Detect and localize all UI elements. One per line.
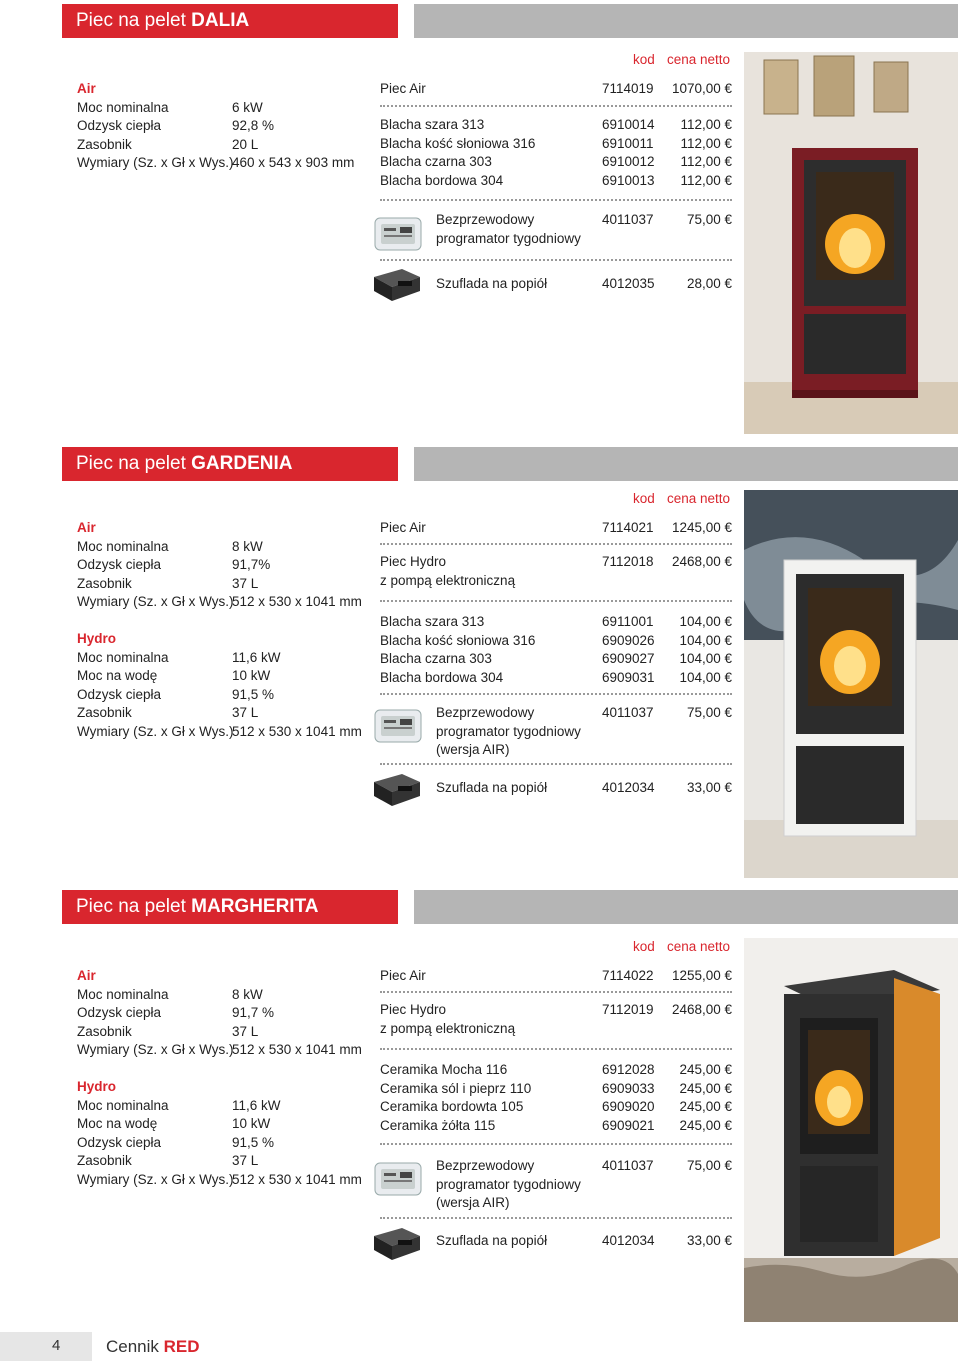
spec-row: Zasobnik 37 L	[77, 705, 259, 720]
spec-row: Odzysk ciepła 92,8 %	[77, 118, 275, 133]
divider	[380, 1048, 732, 1050]
price-row-cont: programator tygodniowy	[436, 230, 581, 246]
price-row: Piec Air 7114019 1070,00 €	[380, 81, 732, 96]
margherita-price-header: cena netto	[667, 939, 731, 954]
margherita-gray-bar	[414, 890, 958, 924]
footer-gray-block	[0, 1332, 92, 1361]
price-row: Blacha kość słoniowa 316 6910011 112,00 €	[380, 135, 732, 151]
gardenia-gray-bar	[414, 447, 958, 481]
dalia-gray-bar	[414, 4, 958, 38]
spec-row: Wymiary (Sz. x Gł x Wys.) 460 x 543 x 903 mm	[77, 155, 355, 170]
divider	[380, 1217, 732, 1219]
price-row-cont: (wersja AIR)	[436, 1195, 510, 1210]
gardenia-header: Piec na pelet GARDENIA	[62, 447, 398, 481]
margherita-air-label: Air	[77, 968, 96, 983]
price-row: Bezprzewodowy 4011037 75,00 €	[436, 705, 732, 720]
spec-row: Odzysk ciepła 91,5 %	[77, 686, 275, 702]
spec-row: Moc nominalna 11,6 kW	[77, 649, 281, 665]
price-row: Bezprzewodowy 4011037 75,00 €	[436, 1158, 732, 1173]
page-footer	[0, 1332, 960, 1361]
margherita-stove-photo	[744, 938, 958, 1322]
footer-brand: Cennik RED	[106, 1337, 200, 1356]
price-row: Blacha bordowa 304 6909031 104,00 €	[380, 669, 732, 685]
spec-row: Moc na wodę 10 kW	[77, 668, 271, 683]
price-row: Bezprzewodowy 4011037 75,00 €	[436, 212, 732, 227]
price-row: Szuflada na popiół 4012034 33,00 €	[436, 1233, 732, 1248]
divider	[380, 693, 732, 695]
spec-row: Odzysk ciepła 91,5 %	[77, 1134, 275, 1150]
dalia-drawer	[380, 275, 732, 294]
spec-row: Wymiary (Sz. x Gł x Wys.) 512 x 530 x 1041 mm	[77, 594, 362, 609]
margherita-drawer	[380, 1232, 732, 1251]
price-row-cont: (wersja AIR)	[436, 742, 510, 757]
spec-row: Wymiary (Sz. x Gł x Wys.) 512 x 530 x 1041 mm	[77, 1042, 362, 1057]
gardenia-panel-list	[380, 613, 732, 687]
margherita-air-item	[380, 967, 732, 986]
price-row: Ceramika Mocha 116 6912028 245,00 €	[380, 1062, 732, 1077]
price-row: Ceramika żółta 115 6909021 245,00 €	[380, 1117, 732, 1133]
divider	[380, 1143, 732, 1145]
dalia-header: Piec na pelet DALIA	[62, 4, 398, 38]
gardenia-hydro-item	[380, 553, 732, 590]
price-row: Ceramika bordowta 105 6909020 245,00 €	[380, 1099, 732, 1114]
gardenia-specs	[77, 519, 362, 741]
spec-row: Odzysk ciepła 91,7%	[77, 557, 271, 572]
price-row: Szuflada na popiół 4012034 33,00 €	[436, 780, 732, 795]
margherita-hydro-item	[380, 1001, 732, 1038]
gardenia-programmer	[380, 704, 732, 760]
margherita-header: Piec na pelet MARGHERITA	[62, 890, 398, 924]
gardenia-hydro-label: Hydro	[77, 631, 117, 646]
price-row: Blacha czarna 303 6909027 104,00 €	[380, 651, 732, 666]
margherita-ceramic-list	[380, 1061, 732, 1135]
divider	[380, 763, 732, 765]
divider	[380, 199, 732, 201]
price-row-cont: programator tygodniowy	[436, 723, 581, 739]
divider	[380, 105, 732, 107]
price-row: Blacha szara 313 6911001 104,00 €	[380, 614, 732, 629]
dalia-kod-header: kod	[633, 52, 655, 67]
price-row-cont: programator tygodniowy	[436, 1176, 581, 1192]
dalia-programmer	[380, 211, 732, 248]
spec-row: Zasobnik 37 L	[77, 1153, 259, 1168]
price-row: Blacha bordowa 304 6910013 112,00 €	[380, 172, 732, 188]
price-row: Ceramika sól i pieprz 110 6909033 245,00 €	[380, 1080, 732, 1096]
margherita-kod-header: kod	[633, 939, 655, 954]
gardenia-price-header: cena netto	[667, 491, 731, 506]
price-row: Piec Air 7114022 1255,00 €	[380, 968, 732, 983]
spec-row: Zasobnik 37 L	[77, 1023, 259, 1039]
dalia-specs	[77, 80, 355, 173]
dalia-price-header: cena netto	[667, 52, 731, 67]
spec-row: Wymiary (Sz. x Gł x Wys.) 512 x 530 x 1041 mm	[77, 1171, 362, 1187]
spec-row: Wymiary (Sz. x Gł x Wys.) 512 x 530 x 1041 mm	[77, 723, 362, 739]
spec-row: Odzysk ciepła 91,7 %	[77, 1005, 275, 1020]
gardenia-air-item	[380, 519, 732, 538]
gardenia-kod-header: kod	[633, 491, 655, 506]
divider	[380, 259, 732, 261]
dalia-stove-photo	[744, 52, 958, 434]
price-row: Piec Air 7114021 1245,00 €	[380, 520, 732, 535]
margherita-hydro-label: Hydro	[77, 1079, 117, 1094]
spec-row: Moc nominalna 8 kW	[77, 538, 263, 554]
divider	[380, 543, 732, 545]
gardenia-drawer	[380, 779, 732, 798]
price-row: Blacha szara 313 6910014 112,00 €	[380, 117, 732, 132]
price-row-cont: z pompą elektroniczną	[380, 1020, 516, 1036]
divider	[380, 991, 732, 993]
price-row: Blacha kość słoniowa 316 6909026 104,00 €	[380, 632, 732, 648]
dalia-price-list	[380, 80, 732, 99]
spec-row: Moc nominalna 11,6 kW	[77, 1097, 281, 1113]
price-row: Piec Hydro 7112019 2468,00 €	[380, 1002, 732, 1017]
spec-row: Zasobnik 20 L	[77, 136, 259, 152]
price-row: Blacha czarna 303 6910012 112,00 €	[380, 154, 732, 169]
margherita-specs	[77, 967, 362, 1189]
spacer	[77, 1060, 116, 1079]
price-row: Szuflada na popiół 4012035 28,00 €	[436, 276, 732, 291]
gardenia-air-label: Air	[77, 520, 96, 535]
spec-row: Moc nominalna 6 kW	[77, 99, 263, 115]
gardenia-stove-photo	[744, 490, 958, 878]
margherita-programmer	[380, 1157, 732, 1213]
page-number: 4	[52, 1337, 61, 1354]
price-row-cont: z pompą elektroniczną	[380, 572, 516, 588]
spacer	[77, 612, 116, 631]
spec-row: Moc na wodę 10 kW	[77, 1116, 271, 1131]
dalia-panel-list	[380, 116, 732, 190]
dalia-air-label: Air	[77, 81, 96, 96]
price-row: Piec Hydro 7112018 2468,00 €	[380, 554, 732, 569]
spec-row: Moc nominalna 8 kW	[77, 986, 263, 1002]
spec-row: Zasobnik 37 L	[77, 575, 259, 591]
divider	[380, 600, 732, 602]
